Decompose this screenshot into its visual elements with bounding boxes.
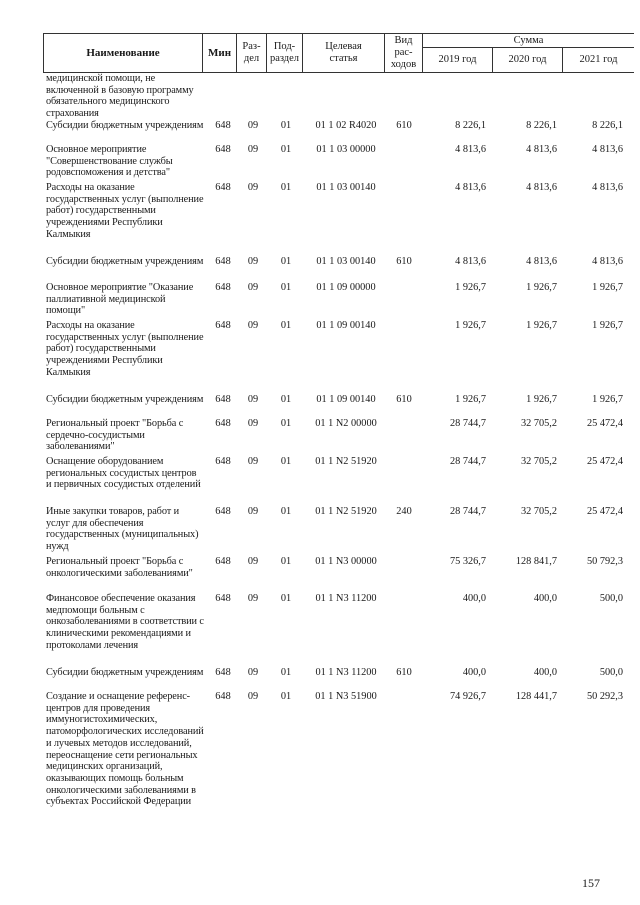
header-2019: 2019 год: [423, 48, 493, 72]
row-target: 01 1 03 00140: [316, 182, 376, 193]
row-2020: 128 441,7: [515, 691, 557, 702]
header-podrazdel: Под- раздел: [267, 34, 303, 72]
row-target: 01 1 N3 51900: [315, 691, 377, 702]
row-2021: 25 472,4: [586, 418, 623, 429]
row-2020: 4 813,6: [526, 144, 557, 155]
row-2020: 4 813,6: [526, 256, 557, 267]
row-2019: 74 926,7: [449, 691, 486, 702]
header-min: Мин: [203, 34, 237, 72]
row-name: Иные закупки товаров, работ и услуг для обеспечения государственных (муниципальных) нужд: [46, 506, 199, 553]
row-target: 01 1 N3 11200: [315, 667, 377, 678]
row-razdel: 09: [247, 120, 259, 131]
row-target: 01 1 03 00000: [316, 144, 376, 155]
header-2020: 2020 год: [493, 48, 563, 72]
row-2019: 28 744,7: [449, 456, 486, 467]
row-podrazdel: 01: [280, 667, 292, 678]
row-razdel: 09: [247, 456, 259, 467]
row-2021: 4 813,6: [592, 256, 623, 267]
row-target: 01 1 02 R4020: [315, 120, 377, 131]
row-target: 01 1 03 00140: [316, 256, 376, 267]
row-2019: 28 744,7: [449, 418, 486, 429]
row-vid: 610: [396, 394, 412, 405]
row-podrazdel: 01: [280, 556, 292, 567]
row-2019: 1 926,7: [455, 394, 486, 405]
row-vid: 240: [396, 506, 412, 517]
row-podrazdel: 01: [280, 182, 292, 193]
row-2021: 500,0: [599, 667, 623, 678]
row-podrazdel: 01: [280, 418, 292, 429]
row-target: 01 1 N2 00000: [315, 418, 377, 429]
row-min: 648: [215, 556, 231, 567]
row-2020: 1 926,7: [526, 394, 557, 405]
row-name: Региональный проект "Борьба с онкологическими заболеваниями": [46, 556, 193, 579]
row-razdel: 09: [247, 556, 259, 567]
row-target: 01 1 N2 51920: [315, 506, 377, 517]
row-podrazdel: 01: [280, 320, 292, 331]
row-min: 648: [215, 691, 231, 702]
row-2019: 1 926,7: [455, 282, 486, 293]
header-sum: Сумма: [423, 34, 634, 48]
row-2021: 1 926,7: [592, 282, 623, 293]
row-podrazdel: 01: [280, 256, 292, 267]
row-2021: 1 926,7: [592, 394, 623, 405]
row-2019: 75 326,7: [449, 556, 486, 567]
row-target: 01 1 N3 11200: [315, 593, 377, 604]
row-name: Создание и оснащение референс-центров для проведения иммуногистохимических, патоморфологических исследований и лучевых методов исследований, переоснащение сети региональных медицинских организаций, оказывающих помощь больным онкологическими заболеваниями в субъектах Российской Федерации: [46, 691, 204, 808]
row-2019: 8 226,1: [455, 120, 486, 131]
row-2019: 400,0: [462, 667, 486, 678]
row-2021: 1 926,7: [592, 320, 623, 331]
page-number: 157: [582, 876, 600, 890]
row-name: Субсидии бюджетным учреждениям: [46, 120, 204, 131]
row-name: Расходы на оказание государственных услуг (выполнение работ) государственными учреждениями Республики Калмыкия: [46, 320, 204, 378]
row-target: 01 1 N2 51920: [315, 456, 377, 467]
row-min: 648: [215, 182, 231, 193]
row-min: 648: [215, 593, 231, 604]
row-name: медицинской помощи, не включенной в базовую программу обязательного медицинского страхования: [46, 73, 194, 120]
row-target: 01 1 09 00140: [316, 320, 376, 331]
row-vid: 610: [396, 120, 412, 131]
row-min: 648: [215, 282, 231, 293]
row-2019: 400,0: [462, 593, 486, 604]
row-2021: 50 792,3: [586, 556, 623, 567]
row-name: Оснащение оборудованием региональных сосудистых центров и первичных сосудистых отделений: [46, 456, 201, 491]
row-2020: 8 226,1: [526, 120, 557, 131]
row-2021: 4 813,6: [592, 182, 623, 193]
row-podrazdel: 01: [280, 282, 292, 293]
row-razdel: 09: [247, 320, 259, 331]
row-razdel: 09: [247, 418, 259, 429]
row-name: Субсидии бюджетным учреждениям: [46, 667, 204, 678]
row-min: 648: [215, 120, 231, 131]
header-razdel: Раз- дел: [237, 34, 267, 72]
header-name: Наименование: [44, 34, 203, 72]
row-2020: 400,0: [533, 593, 557, 604]
row-name: Основное мероприятие "Оказание паллиативной медицинской помощи": [46, 282, 194, 317]
row-razdel: 09: [247, 506, 259, 517]
row-razdel: 09: [247, 667, 259, 678]
row-podrazdel: 01: [280, 120, 292, 131]
row-min: 648: [215, 506, 231, 517]
header-2021: 2021 год: [579, 54, 618, 65]
row-2020: 400,0: [533, 667, 557, 678]
row-razdel: 09: [247, 182, 259, 193]
row-vid: 610: [396, 667, 412, 678]
row-razdel: 09: [247, 282, 259, 293]
row-2019: 4 813,6: [455, 256, 486, 267]
row-razdel: 09: [247, 144, 259, 155]
row-razdel: 09: [247, 691, 259, 702]
row-podrazdel: 01: [280, 691, 292, 702]
row-min: 648: [215, 456, 231, 467]
row-2020: 1 926,7: [526, 282, 557, 293]
row-podrazdel: 01: [280, 456, 292, 467]
row-name: Основное мероприятие "Совершенствование службы родовспоможения и детства": [46, 144, 173, 179]
row-2021: 25 472,4: [586, 456, 623, 467]
row-2021: 50 292,3: [586, 691, 623, 702]
row-2020: 32 705,2: [520, 506, 557, 517]
table-header: [43, 33, 634, 73]
row-2021: 500,0: [599, 593, 623, 604]
row-target: 01 1 09 00140: [316, 394, 376, 405]
row-2021: 4 813,6: [592, 144, 623, 155]
row-target: 01 1 N3 00000: [315, 556, 377, 567]
row-razdel: 09: [247, 593, 259, 604]
row-podrazdel: 01: [280, 144, 292, 155]
row-2020: 32 705,2: [520, 456, 557, 467]
row-target: 01 1 09 00000: [316, 282, 376, 293]
row-min: 648: [215, 394, 231, 405]
row-name: Субсидии бюджетным учреждениям: [46, 256, 204, 267]
row-name: Расходы на оказание государственных услуг (выполнение работ) государственными учреждениями Республики Калмыкия: [46, 182, 204, 240]
row-vid: 610: [396, 256, 412, 267]
row-min: 648: [215, 320, 231, 331]
row-podrazdel: 01: [280, 593, 292, 604]
row-name: Финансовое обеспечение оказания медпомощи больным с онкозаболеваниями в соответствии с клиническими рекомендациями и протоколами лечения: [46, 593, 204, 651]
row-2021: 25 472,4: [586, 506, 623, 517]
row-2019: 1 926,7: [455, 320, 486, 331]
row-min: 648: [215, 667, 231, 678]
header-vid: Вид рас- ходов: [385, 34, 423, 72]
row-2019: 4 813,6: [455, 182, 486, 193]
row-2019: 28 744,7: [449, 506, 486, 517]
header-target: Целевая статья: [303, 34, 385, 72]
row-name: Региональный проект "Борьба с сердечно-сосудистыми заболеваниями": [46, 418, 184, 453]
row-podrazdel: 01: [280, 506, 292, 517]
row-2021: 8 226,1: [592, 120, 623, 131]
row-razdel: 09: [247, 394, 259, 405]
row-min: 648: [215, 144, 231, 155]
row-name: Субсидии бюджетным учреждениям: [46, 394, 204, 405]
row-podrazdel: 01: [280, 394, 292, 405]
row-2020: 32 705,2: [520, 418, 557, 429]
row-min: 648: [215, 256, 231, 267]
row-2020: 1 926,7: [526, 320, 557, 331]
row-2020: 4 813,6: [526, 182, 557, 193]
row-razdel: 09: [247, 256, 259, 267]
row-min: 648: [215, 418, 231, 429]
row-2020: 128 841,7: [515, 556, 557, 567]
row-2019: 4 813,6: [455, 144, 486, 155]
